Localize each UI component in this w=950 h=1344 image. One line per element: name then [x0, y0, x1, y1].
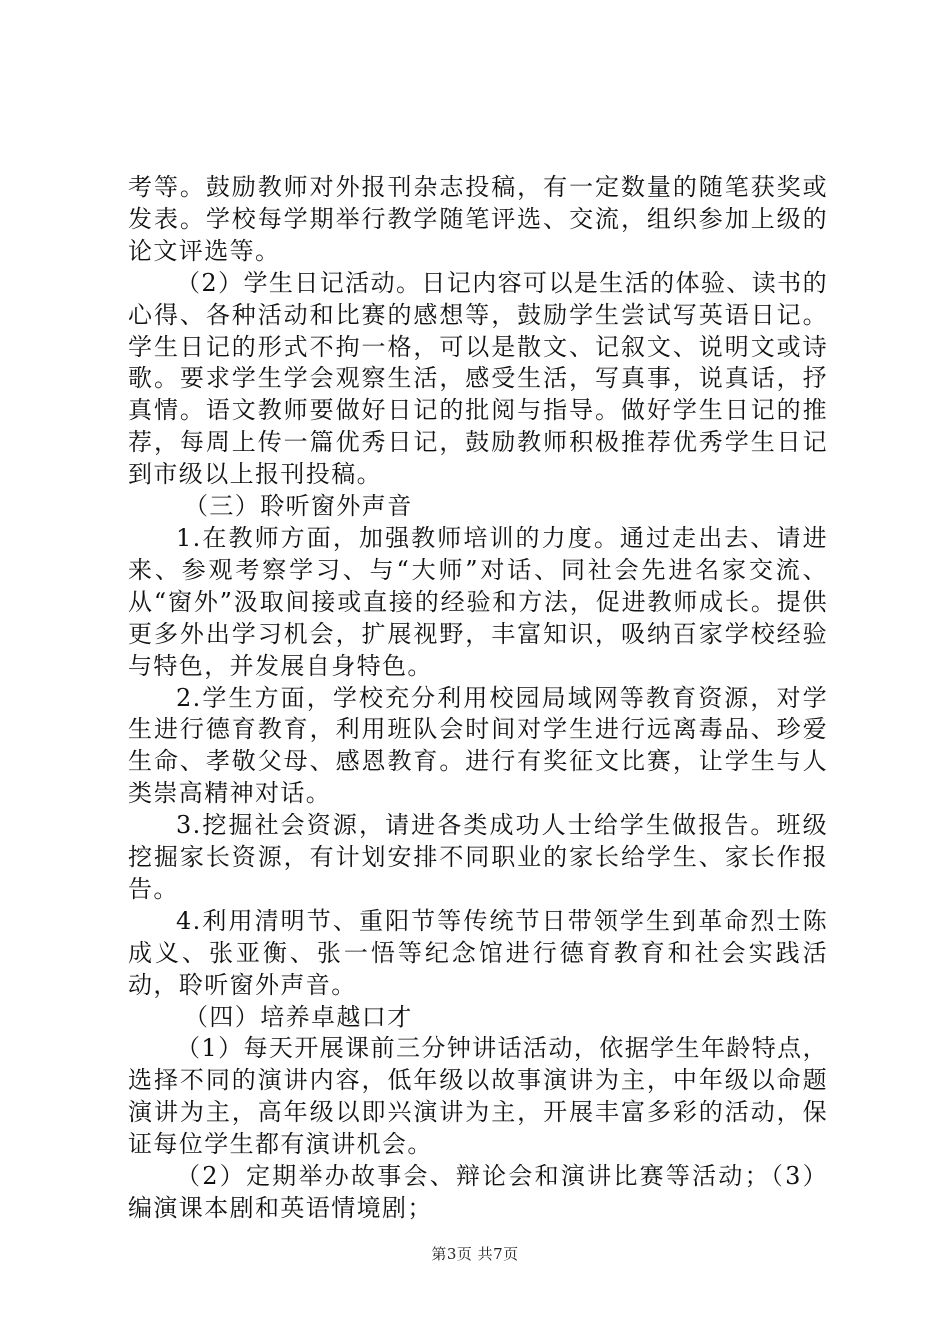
paragraph-three-minute-speech: （1）每天开展课前三分钟讲话活动，依据学生年龄特点，选择不同的演讲内容，低年级以故事演讲为主，中年级以命题演讲为主，高年级以即兴演讲为主，开展丰富多彩的活动，保证每位学生都有演讲机会。 — [128, 1034, 828, 1159]
paragraph-regular-events: （2）定期举办故事会、辩论会和演讲比赛等活动；（3）编演课本剧和英语情境剧； — [128, 1162, 828, 1222]
section-heading-eloquence: （四）培养卓越口才 — [184, 1002, 413, 1031]
paragraph-teacher-aspect: 1.在教师方面，加强教师培训的力度。通过走出去、请进来、参观考察学习、与“大师”对话、同社会先进名家交流、从“窗外”汲取间接或直接的经验和方法，促进教师成长。提供更多外出学习机会，扩展视野，丰富知识，吸纳百家学校经验与特色，并发展自身特色。 — [128, 523, 828, 680]
paragraph-continuation: 考等。鼓励教师对外报刊杂志投稿，有一定数量的随笔获奖或发表。学校每学期举行教学随笔评选、交流，组织参加上级的论文评选等。 — [128, 173, 828, 265]
paragraph-student-diary: （2）学生日记活动。日记内容可以是生活的体验、读书的心得、各种活动和比赛的感想等，鼓励学生尝试写英语日记。学生日记的形式不拘一格，可以是散文、记叙文、说明文或诗歌。要求学生学会观察生活，感受生活，写真事，说真话，抒真情。语文教师要做好日记的批阅与指导。做好学生日记的推荐，每周上传一篇优秀日记，鼓励教师积极推荐优秀学生日记到市级以上报刊投稿。 — [128, 268, 828, 489]
section-heading-listen-outside: （三）聆听窗外声音 — [184, 492, 413, 521]
page-number-footer: 第3页 共7页 — [431, 1245, 519, 1263]
paragraph-social-resources: 3.挖掘社会资源，请进各类成功人士给学生做报告。班级挖掘家长资源，有计划安排不同职业的家长给学生、家长作报告。 — [128, 811, 828, 903]
paragraph-traditional-festivals: 4.利用清明节、重阳节等传统节日带领学生到革命烈士陈成义、张亚衡、张一悟等纪念馆进行德育教育和社会实践活动，聆听窗外声音。 — [128, 906, 828, 999]
paragraph-student-aspect: 2.学生方面，学校充分利用校园局域网等教育资源，对学生进行德育教育，利用班队会时间对学生进行远离毒品、珍爱生命、孝敬父母、感恩教育。进行有奖征文比赛，让学生与人类崇高精神对话。 — [128, 683, 828, 808]
document-body — [128, 172, 828, 1225]
